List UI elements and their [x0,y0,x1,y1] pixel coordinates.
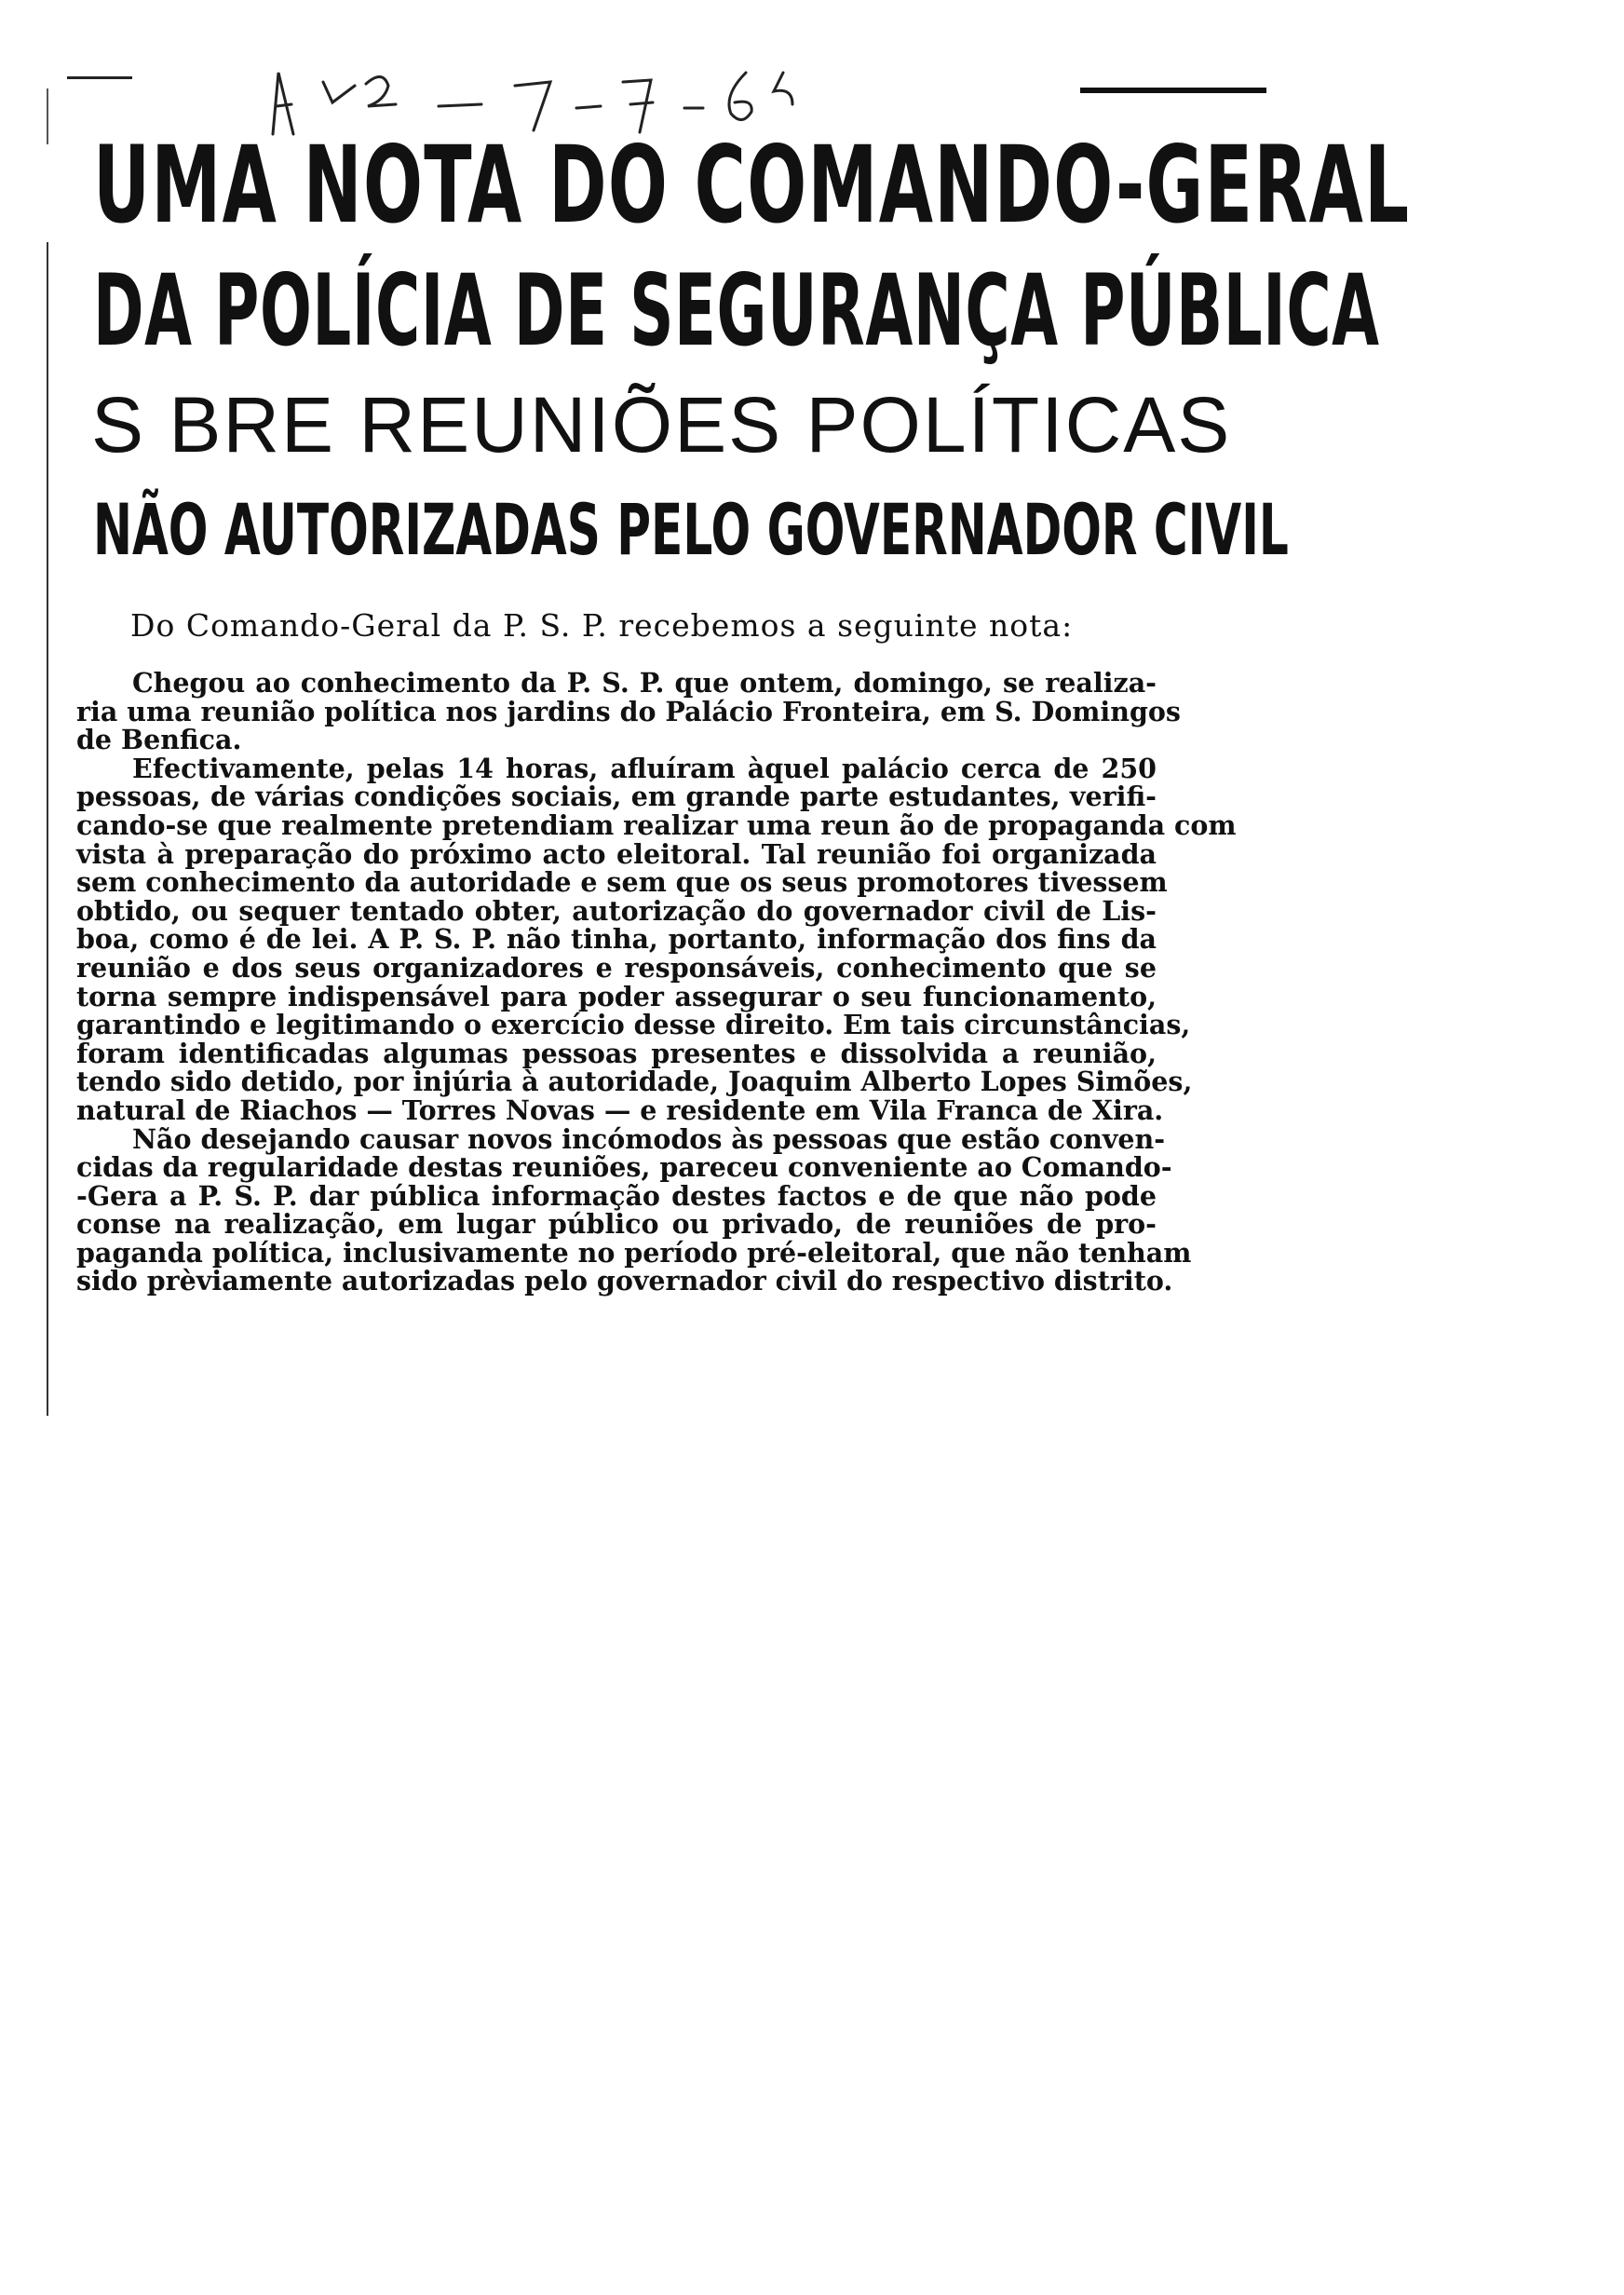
article-line: cando-se que realmente pretendiam realizar uma reun ão de propaganda com [76,808,1237,841]
article-line: torna sempre indispensável para poder assegurar o seu funcionamento, [76,980,1157,1012]
article-line: reunião e dos seus organizadores e responsáveis, conhecimento que se [76,951,1157,984]
scan-edge-line [47,88,48,144]
article-line: foram identificadas algumas pessoas presentes e dissolvida a reunião, [76,1037,1157,1069]
article-line: -Gera a P. S. P. dar pública informação destes factos e de que não pode [76,1179,1157,1212]
article-line: vista à preparação do próximo acto eleitoral. Tal reunião foi organizada [76,837,1157,870]
article-line: ria uma reunião política nos jardins do Palácio Fronteira, em S. Domingos [76,695,1181,727]
article-line: Não desejando causar novos incómodos às pessoas que estão conven- [132,1122,1166,1155]
article-line: de Benfica. [76,724,242,756]
article-line: Chegou ao conhecimento da P. S. P. que ontem, domingo, se realiza- [132,667,1157,699]
headline-line-2: DA POLÍCIA DE SEGURANÇA PÚBLICA [93,253,1380,368]
scan-edge-line [47,242,48,1416]
article-line: paganda política, inclusivamente no período pré-eleitoral, que não tenham [76,1236,1192,1269]
article-body [76,667,1237,1297]
headline-line-4: NÃO AUTORIZADAS PELO GOVERNADOR CIVIL [93,488,1289,571]
scan-edge-line [67,76,132,79]
article-line: garantindo e legitimando o exercício desse direito. Em tais circunstâncias, [76,1009,1191,1041]
article-line: pessoas, de várias condições sociais, em grande parte estudantes, verifi- [76,781,1157,813]
article-line: tendo sido detido, por injúria à autoridade, Joaquim Alberto Lopes Simões, [76,1066,1193,1098]
article-line: sido prèviamente autorizadas pelo governador civil do respectivo distrito. [76,1265,1173,1297]
intro-line: Do Comando-Geral da P. S. P. recebemos a seguinte nota: [130,607,1074,644]
article-line: boa, como é de lei. A P. S. P. não tinha, portanto, informação dos fins da [76,923,1157,956]
article-line: conse na realização, em lugar público ou privado, de reuniões de pro- [76,1208,1157,1241]
article-line: obtido, ou sequer tentado obter, autorização do governador civil de Lis- [76,894,1157,927]
headline-line-3: S BRE REUNIÕES POLÍTICAS [91,381,1232,469]
article-line: natural de Riachos — Torres Novas — e residente em Vila Franca de Xira. [76,1093,1164,1126]
article-line: sem conhecimento da autoridade e sem que os seus promotores tivessem [76,866,1168,899]
scan-edge-line [1080,88,1266,93]
headline-line-1: UMA NOTA DO COMANDO-GERAL [93,123,1411,247]
article-line: cidas da regularidade destas reuniões, pareceu conveniente ao Comando- [76,1151,1172,1184]
article-line: Efectivamente, pelas 14 horas, afluíram àquel palácio cerca de 250 [132,752,1157,784]
